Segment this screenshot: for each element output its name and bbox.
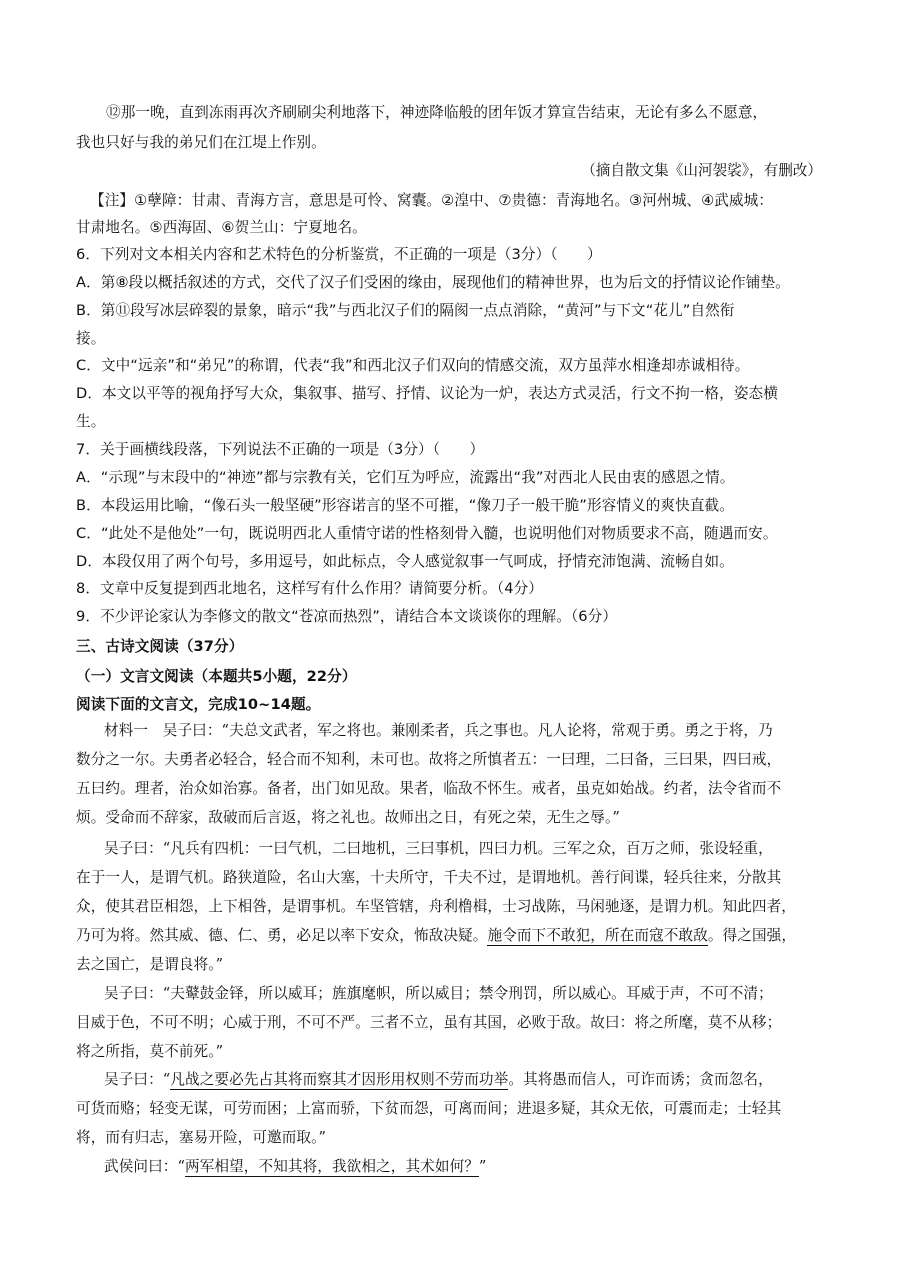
question-7-option-a: A．“示现”与末段中的“神迹”都与宗教有关，它们互为呼应，流露出“我”对西北人民由衷的感恩之情。 bbox=[76, 469, 735, 486]
classical-p1-line-2: 数分之一尔。夫勇者必轻合，轻合而不知利，未可也。故将之所慎者五：一曰理，二曰备，三曰果，四曰戒， bbox=[76, 751, 782, 768]
passage-paragraph-12-line-1: ⑫那一晚，直到冻雨再次齐刷刷尖利地落下，神迹降临般的团年饭才算宣告结束，无论有多么不愿意， bbox=[106, 104, 768, 121]
question-6-option-d-line-2: 生。 bbox=[76, 413, 106, 430]
classical-p4-line-2: 可货而赂；轻变无谋，可劳而困；上富而骄，下贫而怨，可离而间；进退多疑，其众无依，可震而走；士轻其 bbox=[76, 1100, 782, 1117]
classical-p2-line-4-text-b: 。得之国强， bbox=[707, 927, 797, 944]
classical-p2-line-5: 去之国亡，是谓良将。” bbox=[76, 956, 224, 973]
classical-p4-line-3: 将，而有归志，塞易开险，可邀而取。” bbox=[76, 1129, 327, 1146]
classical-p2-line-4-text-a: 乃可为将。然其威、德、仁、勇，必足以率下安众，怖敌决疑。 bbox=[76, 927, 488, 944]
classical-p2-line-3: 众，使其君臣相怨，上下相咎，是谓事机。车坚管辖，舟利橹楫，士习战陈，马闲驰逐，是谓力机。知此四者， bbox=[76, 898, 796, 915]
classical-p3-line-3: 将之所指，莫不前死。” bbox=[76, 1043, 224, 1060]
question-8: 8．文章中反复提到西北地名，这样写有什么作用？请简要分析。（4分） bbox=[76, 580, 543, 597]
classical-p5-text-a: 武侯问曰：“ bbox=[104, 1158, 186, 1175]
question-6-option-b-line-1: B．第⑪段写冰层碎裂的景象，暗示“我”与西北汉子们的隔阂一点点消除，“黄河”与下文“花儿”自然衔 bbox=[76, 302, 735, 319]
question-7-option-b: B．本段运用比喻，“像石头一般坚硬”形容诺言的坚不可摧，“像刀子一般干脆”形容情义的爽快直截。 bbox=[76, 497, 734, 514]
section-3-subtitle: （一）文言文阅读（本题共5小题，22分） bbox=[76, 668, 357, 685]
note-line-1: 【注】①孽障：甘肃、青海方言，意思是可怜、窝囊。②湟中、⑦贵德：青海地名。③河州城、④武威城： bbox=[90, 192, 774, 209]
classical-p1-line-4: 烦。受命而不辞家，敌破而后言返，将之礼也。故师出之日，有死之荣，无生之辱。” bbox=[76, 809, 620, 826]
underlined-sentence-1: 施令而下不敢犯，所在而寇不敢敌 bbox=[487, 927, 708, 944]
section-3-title: 三、古诗文阅读（37分） bbox=[76, 638, 244, 655]
classical-p4-line-1-text-a: 吴子曰：“ bbox=[104, 1071, 171, 1088]
classical-p2-line-1: 吴子曰：“凡兵有四机：一曰气机，二曰地机，三曰事机，四曰力机。三军之众，百万之师，张设轻重， bbox=[104, 840, 773, 857]
classical-p4-line-1 bbox=[104, 1069, 773, 1091]
classical-p1-line-3: 五曰约。理者，治众如治寡。备者，出门如见敌。果者，临敌不怀生。戒者，虽克如始战。约者，法令省而不 bbox=[76, 780, 782, 797]
note-line-2: 甘肃地名。⑤西海固、⑥贺兰山：宁夏地名。 bbox=[76, 219, 367, 236]
classical-p2-line-2: 在于一人，是谓气机。路狭道险，名山大塞，十夫所守，千夫不过，是谓地机。善行间谍，轻兵往来，分散其 bbox=[76, 869, 782, 886]
source-citation: （摘自散文集《山河袈裟》，有删改） bbox=[581, 162, 822, 179]
question-7-stem: 7．关于画横线段落，下列说法不正确的一项是（3分）（ ） bbox=[76, 441, 485, 458]
question-6-option-a: A．第⑧段以概括叙述的方式，交代了汉子们受困的缘由，展现他们的精神世界，也为后文的抒情议论作铺垫。 bbox=[76, 274, 790, 291]
classical-p2-line-4 bbox=[76, 925, 796, 947]
classical-p1-line-1: 材料一 吴子曰：“夫总文武者，军之将也。兼刚柔者，兵之事也。凡人论将，常观于勇。勇之于将，乃 bbox=[104, 722, 773, 739]
classical-p5-text-b: ” bbox=[478, 1158, 487, 1175]
underlined-sentence-2: 凡战之要必先占其将而察其才因形用权则不劳而功举 bbox=[170, 1071, 509, 1088]
question-7-option-d: D．本段仅用了两个句号，多用逗号，如此标点，令人感觉叙事一气呵成，抒情充沛饱满、流畅自如。 bbox=[76, 553, 734, 570]
classical-p5-line-1 bbox=[104, 1156, 486, 1178]
question-7-option-c: C．“此处不是他处”一句，既说明西北人重情守诺的性格刻骨入髓，也说明他们对物质要求不高，随遇而安。 bbox=[76, 525, 778, 542]
question-6-option-c: C．文中“远亲”和“弟兄”的称谓，代表“我”和西北汉子们双向的情感交流，双方虽萍水相逢却赤诚相待。 bbox=[76, 357, 750, 374]
classical-p3-line-1: 吴子曰：“夫鼙鼓金铎，所以威耳；旌旗麾帜，所以威目；禁令刑罚，所以威心。耳威于声，不可不清； bbox=[104, 985, 773, 1002]
section-3-instruction: 阅读下面的文言文，完成10~14题。 bbox=[76, 696, 321, 713]
question-6-option-d-line-1: D．本文以平等的视角抒写大众，集叙事、描写、抒情、议论为一炉，表达方式灵活，行文不拘一格，姿态横 bbox=[76, 385, 778, 402]
question-6-stem: 6．下列对文本相关内容和艺术特色的分析鉴赏，不正确的一项是（3分）（ ） bbox=[76, 246, 602, 263]
question-9: 9．不少评论家认为李修文的散文“苍凉而热烈”，请结合本文谈谈你的理解。（6分） bbox=[76, 608, 618, 625]
classical-p3-line-2: 目威于色，不可不明；心威于刑，不可不严。三者不立，虽有其国，必败于敌。故曰：将之所麾，莫不从移； bbox=[76, 1014, 782, 1031]
question-6-option-b-line-2: 接。 bbox=[76, 330, 106, 347]
classical-p4-line-1-text-b: 。其将愚而信人，可诈而诱；贪而忽名， bbox=[508, 1071, 773, 1088]
passage-paragraph-12-line-2: 我也只好与我的弟兄们在江堤上作别。 bbox=[76, 134, 326, 151]
underlined-sentence-3: 两军相望，不知其将，我欲相之，其术如何？ bbox=[185, 1158, 479, 1175]
